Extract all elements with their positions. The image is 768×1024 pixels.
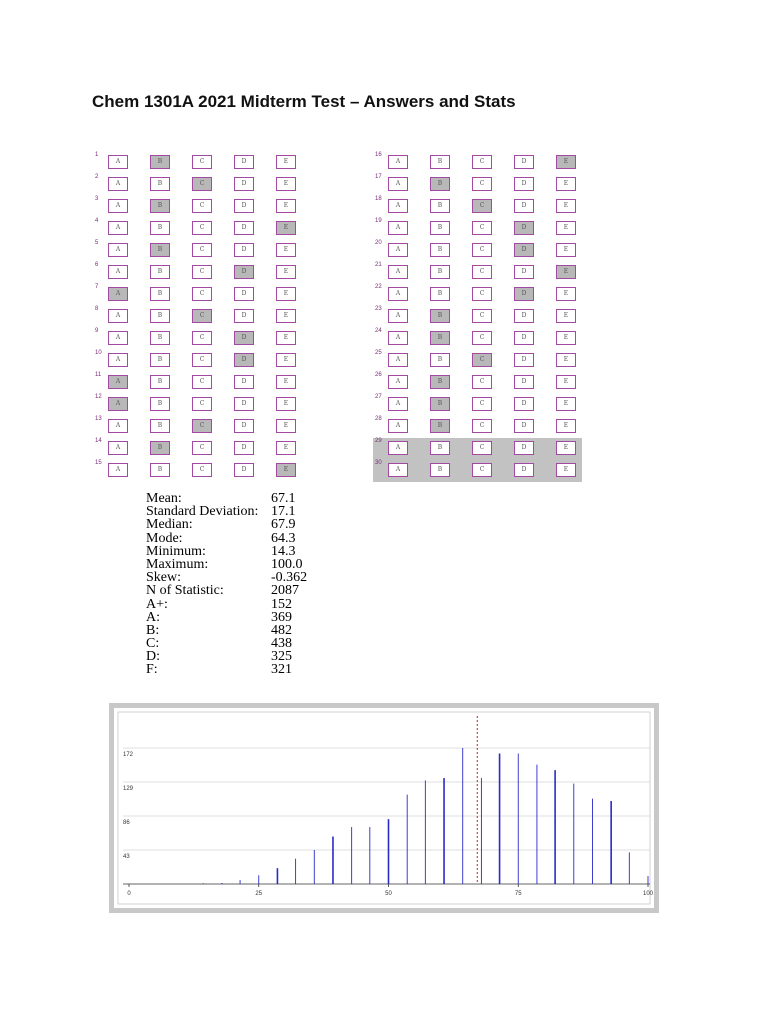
question-row xyxy=(93,438,302,460)
stat-value: 64.3 xyxy=(271,530,296,546)
answer-bubble-c: C xyxy=(192,331,212,345)
question-row xyxy=(373,218,582,240)
answer-bubble-c: C xyxy=(472,287,492,301)
answer-bubble-d: D xyxy=(514,309,534,323)
question-row xyxy=(373,284,582,306)
question-row xyxy=(93,350,302,372)
question-number: 13 xyxy=(95,416,102,422)
answer-bubble-b: B xyxy=(150,287,170,301)
answer-bubble-a: A xyxy=(108,309,128,323)
y-tick-label: 172 xyxy=(123,752,134,758)
answer-bubble-b: B xyxy=(150,177,170,191)
answer-bubble-c: C xyxy=(472,199,492,213)
question-number: 26 xyxy=(375,372,382,378)
score-histogram xyxy=(114,708,654,908)
question-number: 17 xyxy=(375,174,382,180)
question-row xyxy=(373,240,582,262)
answer-bubble-b: B xyxy=(150,463,170,477)
answer-bubble-b: B xyxy=(430,419,450,433)
answer-bubble-c: C xyxy=(192,287,212,301)
stat-value: 325 xyxy=(271,649,292,665)
answer-bubble-e: E xyxy=(276,419,296,433)
answer-bubble-d: D xyxy=(514,243,534,257)
question-number: 9 xyxy=(95,328,99,334)
answer-bubble-a: A xyxy=(108,243,128,257)
question-row xyxy=(93,306,302,328)
stat-label: F: xyxy=(146,662,158,678)
y-tick-label: 129 xyxy=(123,786,134,792)
x-tick-label: 25 xyxy=(255,891,263,897)
answer-bubble-e: E xyxy=(556,221,576,235)
answer-bubble-e: E xyxy=(556,287,576,301)
answer-bubble-c: C xyxy=(192,243,212,257)
question-number: 23 xyxy=(375,306,382,312)
question-number: 20 xyxy=(375,240,382,246)
x-tick-label: 75 xyxy=(514,891,522,897)
answer-bubble-d: D xyxy=(234,177,254,191)
answer-bubble-d: D xyxy=(514,463,534,477)
question-row xyxy=(373,350,582,372)
answer-bubble-e: E xyxy=(276,177,296,191)
answer-bubble-d: D xyxy=(514,397,534,411)
answer-bubble-a: A xyxy=(108,287,128,301)
answer-bubble-b: B xyxy=(430,243,450,257)
answer-bubble-a: A xyxy=(388,265,408,279)
answer-bubble-b: B xyxy=(430,397,450,411)
question-row xyxy=(373,416,582,438)
question-number: 18 xyxy=(375,196,382,202)
answer-bubble-e: E xyxy=(276,199,296,213)
answer-bubble-b: B xyxy=(430,177,450,191)
answer-bubble-a: A xyxy=(108,265,128,279)
question-number: 25 xyxy=(375,350,382,356)
answer-bubble-b: B xyxy=(150,353,170,367)
answer-bubble-e: E xyxy=(276,265,296,279)
stat-label: A+: xyxy=(146,596,168,612)
question-row xyxy=(93,328,302,350)
answer-bubble-c: C xyxy=(472,243,492,257)
stat-value: 67.1 xyxy=(271,491,296,506)
question-number: 2 xyxy=(95,174,99,180)
answer-bubble-d: D xyxy=(234,397,254,411)
answer-bubble-c: C xyxy=(472,441,492,455)
answer-bubble-d: D xyxy=(234,287,254,301)
stat-label: Mean: xyxy=(146,491,182,506)
question-number: 12 xyxy=(95,394,102,400)
question-row xyxy=(373,152,582,174)
answer-bubble-d: D xyxy=(514,287,534,301)
answer-bubble-c: C xyxy=(192,199,212,213)
question-number: 10 xyxy=(95,350,102,356)
question-row xyxy=(93,416,302,438)
stat-label: Mode: xyxy=(146,530,183,546)
question-row xyxy=(373,328,582,350)
answer-bubble-b: B xyxy=(430,155,450,169)
question-number: 27 xyxy=(375,394,382,400)
answer-bubble-d: D xyxy=(234,441,254,455)
stat-value: 369 xyxy=(271,609,292,625)
answer-bubble-b: B xyxy=(430,441,450,455)
answer-bubble-e: E xyxy=(556,331,576,345)
answer-bubble-d: D xyxy=(234,419,254,433)
answer-bubble-e: E xyxy=(276,331,296,345)
answer-bubble-a: A xyxy=(388,419,408,433)
answer-bubble-c: C xyxy=(472,331,492,345)
answer-bubble-b: B xyxy=(430,309,450,323)
question-row xyxy=(93,460,302,482)
answer-bubble-d: D xyxy=(234,331,254,345)
question-number: 19 xyxy=(375,218,382,224)
answer-bubble-a: A xyxy=(108,419,128,433)
answer-bubble-a: A xyxy=(388,353,408,367)
stat-value: 321 xyxy=(271,662,292,678)
question-number: 24 xyxy=(375,328,382,334)
question-row xyxy=(373,460,582,482)
stat-value: 17.1 xyxy=(271,504,296,520)
answer-bubble-b: B xyxy=(430,221,450,235)
stat-label: Standard Deviation: xyxy=(146,504,259,520)
answer-bubble-b: B xyxy=(150,397,170,411)
answer-bubble-e: E xyxy=(556,177,576,191)
answer-bubble-c: C xyxy=(192,375,212,389)
answer-bubble-b: B xyxy=(430,199,450,213)
question-number: 14 xyxy=(95,438,102,444)
answer-bubble-e: E xyxy=(556,397,576,411)
stat-value: 14.3 xyxy=(271,543,296,559)
answer-bubble-c: C xyxy=(192,265,212,279)
answer-bubble-c: C xyxy=(192,309,212,323)
answer-bubble-c: C xyxy=(192,221,212,235)
answer-bubble-d: D xyxy=(514,177,534,191)
answer-bubble-b: B xyxy=(150,243,170,257)
question-number: 7 xyxy=(95,284,99,290)
answer-bubble-d: D xyxy=(514,419,534,433)
answer-bubble-e: E xyxy=(556,353,576,367)
answer-bubble-b: B xyxy=(430,287,450,301)
stat-label: C: xyxy=(146,636,160,652)
stat-value: 482 xyxy=(271,622,292,638)
score-histogram-frame xyxy=(109,703,659,913)
answer-bubble-e: E xyxy=(556,309,576,323)
answer-bubble-d: D xyxy=(234,243,254,257)
answer-bubble-c: C xyxy=(472,397,492,411)
answer-bubble-d: D xyxy=(514,441,534,455)
answer-bubble-e: E xyxy=(276,441,296,455)
answer-bubble-c: C xyxy=(472,265,492,279)
question-row xyxy=(93,218,302,240)
answer-bubble-c: C xyxy=(472,221,492,235)
answer-bubble-a: A xyxy=(108,375,128,389)
answer-bubble-a: A xyxy=(388,155,408,169)
answer-bubble-a: A xyxy=(108,463,128,477)
answer-bubble-b: B xyxy=(150,155,170,169)
answer-bubble-a: A xyxy=(388,243,408,257)
answer-bubble-a: A xyxy=(388,221,408,235)
x-tick-label: 50 xyxy=(385,891,392,897)
question-row xyxy=(373,394,582,416)
answer-bubble-e: E xyxy=(556,199,576,213)
answer-bubble-b: B xyxy=(150,375,170,389)
answer-bubble-e: E xyxy=(276,397,296,411)
question-row xyxy=(373,306,582,328)
answer-bubble-e: E xyxy=(276,287,296,301)
answer-bubble-b: B xyxy=(150,221,170,235)
answer-bubble-b: B xyxy=(150,265,170,279)
answer-bubble-a: A xyxy=(108,199,128,213)
answer-bubble-e: E xyxy=(276,221,296,235)
question-number: 1 xyxy=(95,152,99,158)
answer-bubble-a: A xyxy=(108,397,128,411)
question-row xyxy=(93,372,302,394)
answer-bubble-a: A xyxy=(388,375,408,389)
stat-label: Median: xyxy=(146,517,193,533)
answer-bubble-b: B xyxy=(150,331,170,345)
answer-bubble-c: C xyxy=(192,397,212,411)
answer-bubble-e: E xyxy=(276,155,296,169)
answer-bubble-e: E xyxy=(556,419,576,433)
question-row xyxy=(373,438,582,460)
stat-value: 152 xyxy=(271,596,292,612)
answer-bubble-b: B xyxy=(430,375,450,389)
question-row xyxy=(93,240,302,262)
question-number: 16 xyxy=(375,152,382,158)
answer-bubble-e: E xyxy=(276,353,296,367)
answer-bubble-d: D xyxy=(234,309,254,323)
answer-bubble-d: D xyxy=(514,265,534,279)
answer-bubble-a: A xyxy=(388,287,408,301)
question-number: 5 xyxy=(95,240,99,246)
answer-bubble-c: C xyxy=(472,177,492,191)
answer-bubble-a: A xyxy=(388,309,408,323)
question-number: 29 xyxy=(375,438,382,444)
question-number: 30 xyxy=(375,460,382,466)
stat-value: 100.0 xyxy=(271,556,303,572)
question-number: 8 xyxy=(95,306,99,312)
answer-bubble-a: A xyxy=(388,177,408,191)
question-row xyxy=(373,174,582,196)
answer-bubble-b: B xyxy=(430,331,450,345)
question-row xyxy=(373,262,582,284)
answer-bubble-d: D xyxy=(234,265,254,279)
stat-value: 67.9 xyxy=(271,517,296,533)
answer-bubble-d: D xyxy=(514,375,534,389)
stat-label: B: xyxy=(146,622,160,638)
answer-bubble-c: C xyxy=(472,375,492,389)
question-row xyxy=(93,174,302,196)
answer-bubble-e: E xyxy=(556,265,576,279)
question-row xyxy=(93,262,302,284)
stat-label: N of Statistic: xyxy=(146,583,224,599)
answer-bubble-c: C xyxy=(192,419,212,433)
answer-bubble-e: E xyxy=(276,243,296,257)
stat-label: Skew: xyxy=(146,570,181,586)
answer-bubble-a: A xyxy=(388,331,408,345)
answer-bubble-c: C xyxy=(192,177,212,191)
answer-bubble-a: A xyxy=(108,441,128,455)
x-tick-label: 100 xyxy=(642,891,654,897)
question-number: 15 xyxy=(95,460,102,466)
question-number: 22 xyxy=(375,284,382,290)
answer-bubble-a: A xyxy=(388,441,408,455)
answer-bubble-d: D xyxy=(514,155,534,169)
answer-bubble-a: A xyxy=(108,353,128,367)
answer-bubble-c: C xyxy=(192,353,212,367)
answer-bubble-c: C xyxy=(192,155,212,169)
answer-bubble-d: D xyxy=(234,155,254,169)
answer-bubble-d: D xyxy=(514,221,534,235)
question-number: 4 xyxy=(95,218,99,224)
stat-value: 438 xyxy=(271,636,292,652)
question-number: 28 xyxy=(375,416,382,422)
answer-bubble-d: D xyxy=(514,353,534,367)
question-row xyxy=(93,284,302,306)
answer-bubble-e: E xyxy=(556,463,576,477)
answer-bubble-c: C xyxy=(472,155,492,169)
answer-bubble-a: A xyxy=(108,155,128,169)
answer-bubble-e: E xyxy=(556,155,576,169)
answer-bubble-b: B xyxy=(430,463,450,477)
answer-bubble-d: D xyxy=(514,199,534,213)
page-title: Chem 1301A 2021 Midterm Test – Answers and Stats xyxy=(92,92,516,111)
plot-frame xyxy=(118,712,650,904)
answer-bubble-c: C xyxy=(192,441,212,455)
answer-bubble-e: E xyxy=(276,375,296,389)
answer-bubble-a: A xyxy=(388,463,408,477)
stat-label: Minimum: xyxy=(146,543,206,559)
question-row xyxy=(373,196,582,218)
answer-bubble-a: A xyxy=(108,177,128,191)
question-row xyxy=(373,372,582,394)
question-row xyxy=(93,152,302,174)
answer-bubble-a: A xyxy=(108,221,128,235)
answer-bubble-a: A xyxy=(388,199,408,213)
stat-label: D: xyxy=(146,649,160,665)
question-number: 3 xyxy=(95,196,99,202)
answer-bubble-d: D xyxy=(234,353,254,367)
y-tick-label: 43 xyxy=(123,854,130,860)
question-row xyxy=(93,196,302,218)
answer-bubble-c: C xyxy=(472,419,492,433)
answer-bubble-b: B xyxy=(150,441,170,455)
answer-bubble-d: D xyxy=(234,199,254,213)
answer-bubble-a: A xyxy=(388,397,408,411)
question-number: 21 xyxy=(375,262,382,268)
answer-bubble-b: B xyxy=(430,265,450,279)
answer-bubble-c: C xyxy=(472,463,492,477)
question-row xyxy=(93,394,302,416)
question-number: 6 xyxy=(95,262,99,268)
answer-bubble-c: C xyxy=(192,463,212,477)
answer-bubble-b: B xyxy=(150,419,170,433)
stat-label: A: xyxy=(146,609,160,625)
stat-label: Maximum: xyxy=(146,556,209,572)
answer-bubble-e: E xyxy=(556,243,576,257)
answer-bubble-e: E xyxy=(276,463,296,477)
answer-bubble-d: D xyxy=(234,375,254,389)
answer-bubble-c: C xyxy=(472,353,492,367)
answer-bubble-d: D xyxy=(234,463,254,477)
answer-bubble-e: E xyxy=(556,375,576,389)
answer-bubble-b: B xyxy=(150,309,170,323)
x-tick-label: 0 xyxy=(127,891,131,897)
y-tick-label: 86 xyxy=(123,820,130,826)
answer-bubble-c: C xyxy=(472,309,492,323)
answer-bubble-b: B xyxy=(150,199,170,213)
answer-bubble-e: E xyxy=(556,441,576,455)
stat-value: -0.362 xyxy=(271,570,308,586)
answer-bubble-a: A xyxy=(108,331,128,345)
question-number: 11 xyxy=(95,372,102,378)
stat-value: 2087 xyxy=(271,583,299,599)
answer-bubble-e: E xyxy=(276,309,296,323)
answer-bubble-b: B xyxy=(430,353,450,367)
answer-bubble-d: D xyxy=(514,331,534,345)
answer-bubble-d: D xyxy=(234,221,254,235)
